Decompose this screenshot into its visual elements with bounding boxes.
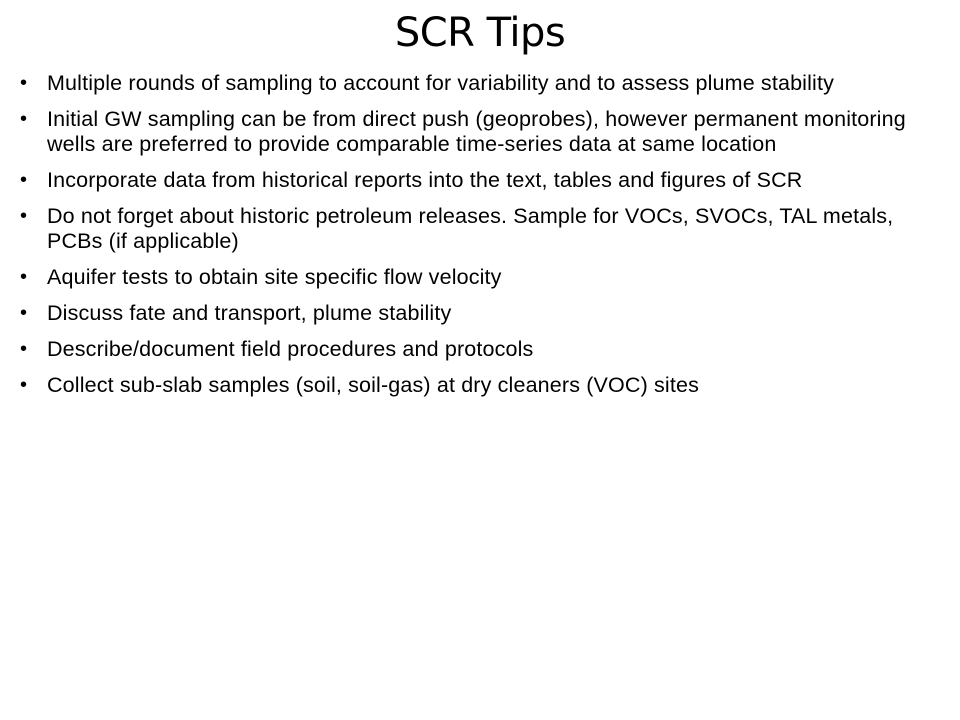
bullet-text: Collect sub-slab samples (soil, soil-gas) at dry cleaners (VOC) sites bbox=[47, 373, 699, 397]
bullet-icon: • bbox=[20, 374, 28, 396]
bullet-item bbox=[20, 204, 940, 254]
bullet-text: Describe/document field procedures and protocols bbox=[47, 337, 534, 361]
bullet-item bbox=[20, 373, 940, 398]
bullet-item bbox=[20, 337, 940, 362]
bullet-item bbox=[20, 265, 940, 290]
bullet-icon: • bbox=[20, 205, 28, 227]
bullet-text: Initial GW sampling can be from direct push (geoprobes), however permanent monitoring wells are preferred to provide comparable time-series data at same location bbox=[47, 107, 906, 156]
bullet-item bbox=[20, 107, 940, 157]
bullet-icon: • bbox=[20, 266, 28, 288]
bullet-item bbox=[20, 301, 940, 326]
bullet-list bbox=[20, 71, 940, 409]
bullet-text: Multiple rounds of sampling to account for variability and to assess plume stability bbox=[47, 71, 834, 95]
bullet-icon: • bbox=[20, 169, 28, 191]
bullet-item bbox=[20, 168, 940, 193]
bullet-text: Discuss fate and transport, plume stability bbox=[47, 301, 452, 325]
bullet-text: Incorporate data from historical reports into the text, tables and figures of SCR bbox=[47, 168, 803, 192]
bullet-icon: • bbox=[20, 302, 28, 324]
bullet-text: Aquifer tests to obtain site specific flow velocity bbox=[47, 265, 502, 289]
bullet-icon: • bbox=[20, 338, 28, 360]
slide-title: SCR Tips bbox=[394, 10, 566, 56]
bullet-icon: • bbox=[20, 72, 28, 94]
bullet-text: Do not forget about historic petroleum releases. Sample for VOCs, SVOCs, TAL metals, PCBs (if applicable) bbox=[47, 204, 894, 253]
bullet-icon: • bbox=[20, 108, 28, 130]
bullet-item bbox=[20, 71, 940, 96]
